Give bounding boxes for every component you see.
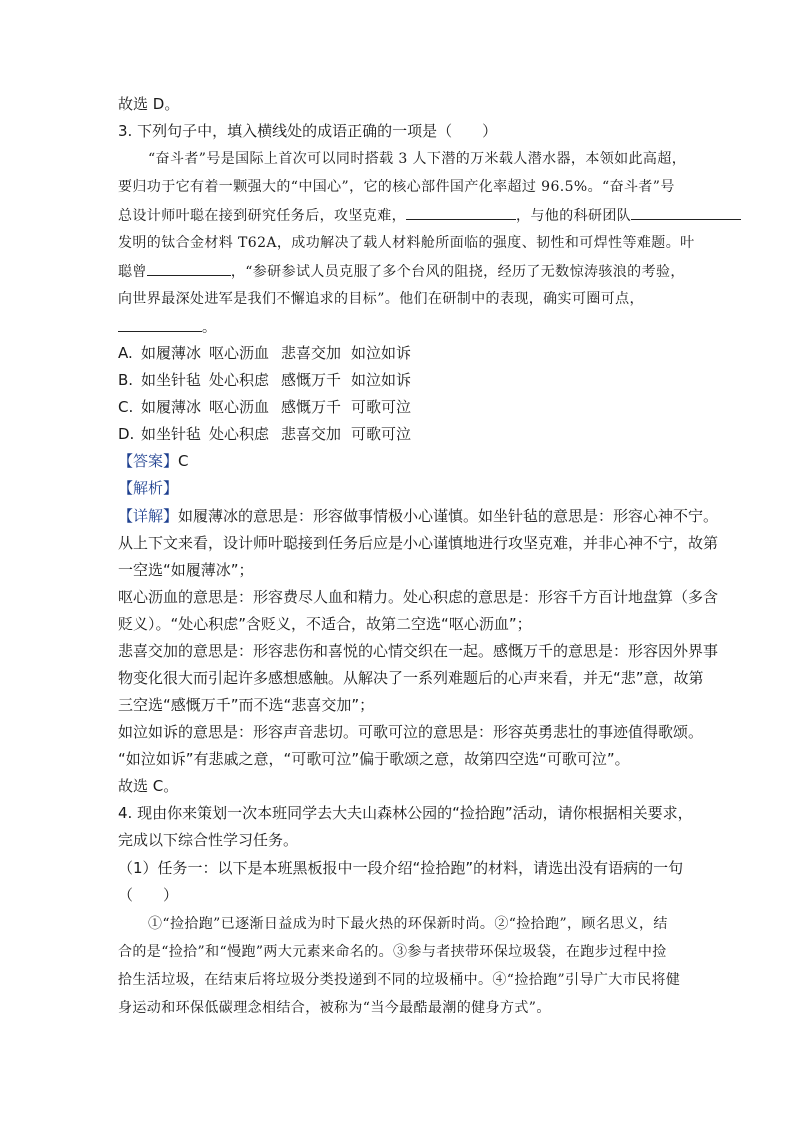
explanation-line: 悲喜交加的意思是：形容悲伤和喜悦的心情交织在一起。感慨万千的意思是：形容因外界事 bbox=[118, 642, 719, 660]
explanation-line: 贬义）。“处心积虑”含贬义，不适合，故第二空选“呕心沥血”； bbox=[118, 615, 532, 633]
previous-answer-line: 故选 D。 bbox=[118, 95, 180, 113]
explanation-line: 一空选“如履薄冰”； bbox=[118, 561, 254, 579]
answer-value: C bbox=[178, 452, 189, 470]
question-4-intro: 4. 现由你来策划一次本班同学去大夫山森林公园的“捡拾跑”活动，请你根据相关要求， bbox=[118, 804, 693, 822]
option-idiom: 如履薄冰 bbox=[141, 344, 202, 362]
question-4-intro: 完成以下综合性学习任务。 bbox=[118, 831, 299, 849]
option-idiom: 悲喜交加 bbox=[281, 344, 342, 362]
fill-blank-3 bbox=[147, 261, 231, 276]
option-label: B. bbox=[118, 371, 134, 389]
explanation-text: 如履薄冰的意思是：形容做事情极小心谨慎。如坐针毡的意思是：形容心神不宁。 bbox=[178, 507, 719, 525]
option-idiom: 呕心沥血 bbox=[209, 398, 270, 416]
fill-blank-2 bbox=[631, 205, 741, 220]
passage-text: 。 bbox=[202, 320, 217, 336]
option-label: C. bbox=[118, 398, 134, 416]
passage-text: ，“参研参试人员克服了多个台风的阻挠，经历了无数惊涛骇浪的考验， bbox=[230, 264, 685, 280]
option-b bbox=[118, 370, 411, 390]
option-idiom: 感慨万千 bbox=[281, 371, 342, 389]
option-idiom: 如坐针毡 bbox=[141, 371, 202, 389]
task-1-bracket: （ ） bbox=[118, 886, 179, 904]
passage-line bbox=[118, 317, 216, 338]
passage-line: ①“捡拾跑”已逐渐日益成为时下最火热的环保新时尚。②“捡拾跑”，顾名思义，结 bbox=[148, 916, 668, 932]
detail-tag: 【详解】 bbox=[118, 507, 179, 525]
analysis-tag: 【解析】 bbox=[118, 479, 179, 497]
explanation-line bbox=[118, 506, 718, 526]
option-idiom: 感慨万千 bbox=[281, 398, 342, 416]
question-3-stem: 3. 下列句子中，填入横线处的成语正确的一项是（ ） bbox=[118, 122, 498, 140]
answer-line bbox=[118, 451, 189, 471]
option-d bbox=[118, 424, 411, 444]
explanation-line: 如泣如诉的意思是：形容声音悲切。可歌可泣的意思是：形容英勇悲壮的事迹值得歌颂。 bbox=[118, 723, 704, 741]
option-idiom: 可歌可泣 bbox=[351, 398, 412, 416]
option-a bbox=[118, 343, 411, 363]
passage-line: 向世界最深处进军是我们不懈追求的目标”。他们在研制中的表现，确实可圈可点， bbox=[118, 291, 644, 307]
task-1-stem: （1）任务一：以下是本班黑板报中一段介绍“捡拾跑”的材料，请选出没有语病的一句 bbox=[118, 859, 684, 877]
answer-tag: 【答案】 bbox=[118, 452, 179, 470]
option-idiom: 处心积虑 bbox=[209, 425, 270, 443]
explanation-line: 三空选“感慨万千”而不选“悲喜交加”； bbox=[118, 696, 375, 714]
option-idiom: 呕心沥血 bbox=[209, 344, 270, 362]
passage-line: 要归功于它有着一颗强大的“中国心”，它的核心部件国产化率超过 96.5%。“奋斗者”号 bbox=[118, 179, 675, 195]
explanation-line: 物变化很大而引起许多感想感触。从解决了一系列难题后的心声来看，并无“悲”意，故第 bbox=[118, 669, 704, 687]
explanation-line: 从上下文来看，设计师叶聪接到任务后应是小心谨慎地进行攻坚克难，并非心神不宁，故第 bbox=[118, 534, 719, 552]
option-idiom: 如履薄冰 bbox=[141, 398, 202, 416]
fill-blank-1 bbox=[406, 205, 516, 220]
fill-blank-4 bbox=[118, 317, 202, 332]
option-idiom: 处心积虑 bbox=[209, 371, 270, 389]
option-idiom: 如泣如诉 bbox=[351, 371, 412, 389]
explanation-line: 呕心沥血的意思是：形容费尽人血和精力。处心积虑的意思是：形容千方百计地盘算（多含 bbox=[118, 588, 719, 606]
explanation-line: 故选 C。 bbox=[118, 777, 179, 795]
passage-text: ，与他的科研团队 bbox=[516, 208, 632, 224]
option-label: D. bbox=[118, 425, 135, 443]
option-idiom: 如泣如诉 bbox=[351, 344, 412, 362]
passage-text: 聪曾 bbox=[118, 264, 147, 280]
passage-line: 身运动和环保低碳理念相结合，被称为“当今最酷最潮的健身方式”。 bbox=[118, 1000, 551, 1016]
passage-line: 拾生活垃圾，在结束后将垃圾分类投递到不同的垃圾桶中。④“捡拾跑”引导广大市民将健 bbox=[118, 972, 681, 988]
option-label: A. bbox=[118, 344, 133, 362]
passage-line: 合的是“捡拾”和“慢跑”两大元素来命名的。③参与者挟带环保垃圾袋，在跑步过程中捡 bbox=[118, 944, 667, 960]
option-c bbox=[118, 397, 411, 417]
passage-line: “奋斗者”号是国际上首次可以同时搭载 3 人下潜的万米载人潜水器，本领如此高超， bbox=[148, 151, 687, 167]
passage-line bbox=[118, 261, 685, 282]
option-idiom: 悲喜交加 bbox=[281, 425, 342, 443]
passage-line bbox=[118, 205, 741, 226]
explanation-line: “如泣如诉”有悲戚之意，“可歌可泣”偏于歌颂之意，故第四空选“可歌可泣”。 bbox=[118, 750, 630, 768]
passage-text: 总设计师叶聪在接到研究任务后，攻坚克难， bbox=[118, 208, 406, 224]
option-idiom: 可歌可泣 bbox=[351, 425, 412, 443]
option-idiom: 如坐针毡 bbox=[141, 425, 202, 443]
passage-line: 发明的钛合金材料 T62A，成功解决了载人材料舱所面临的强度、韧性和可焊性等难题。叶 bbox=[118, 235, 695, 251]
